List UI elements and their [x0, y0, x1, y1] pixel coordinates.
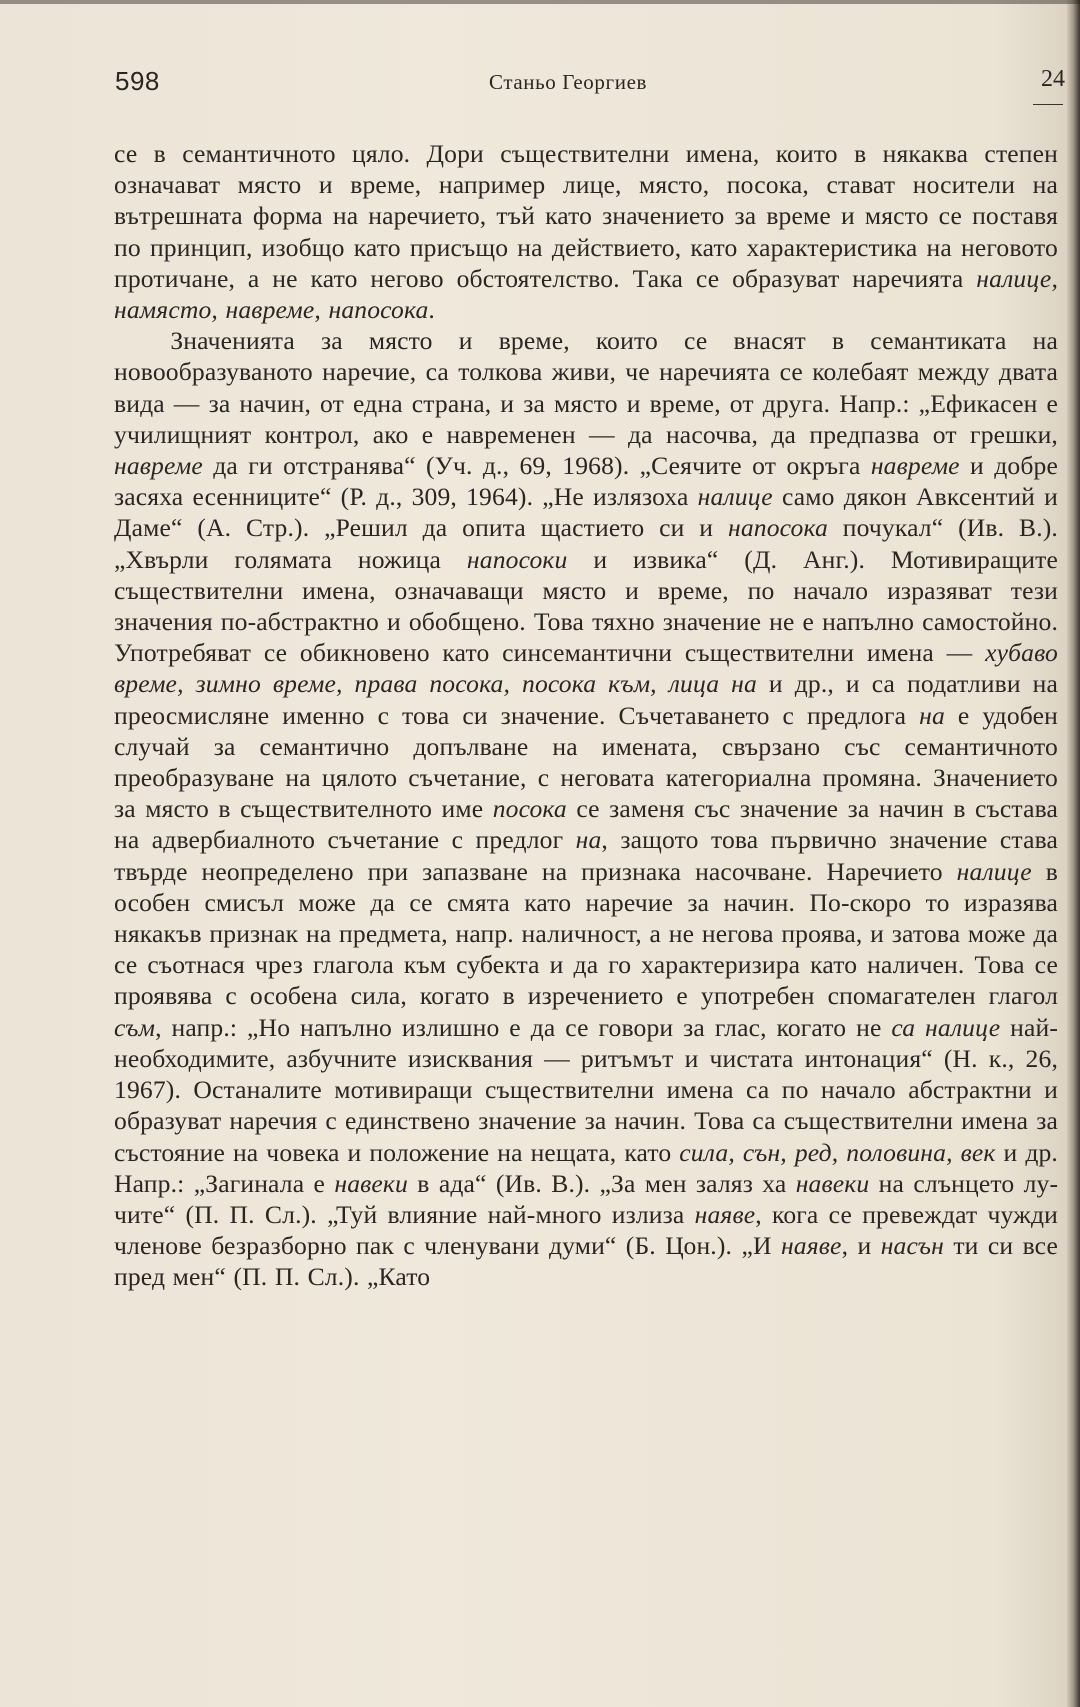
italic-example: навеки: [795, 1168, 870, 1198]
text-run: се заменя със значение за начин в състава на адвербиалното съчетание с предлог: [114, 794, 1058, 855]
text-run: и извика“ (Д. Анг.). Мотивиращите съществителни имена, означаващи място и време, по начало изразяват тези значения по-абстрактно и обобщено. Това тяхно значение не е напълно самостойно. Употребяват се обикновено като синсемантични съществителни имена —: [114, 544, 1058, 668]
page-top-edge: [0, 0, 1080, 4]
text-run: на слънцето лучите“ (П. П. Сл.). „Туй влияние най-много излиза: [114, 1168, 1058, 1229]
text-run: се в семантичното цяло. Дори съществителни имена, които в някаква степен означават място и време, например лице, място, посока, стават носители на вътрешната форма на наречието, тъй като значението за време и място се поставя по принцип, изобщо като присъщо на действието, като характеристика на неговото протичане, а не като негово обстоятелство. Така се образуват наречията: [114, 139, 1058, 293]
italic-example: навреме: [870, 451, 960, 481]
italic-example: напосоки: [466, 544, 568, 574]
text-run: .: [428, 295, 435, 325]
italic-example: хубаво време, зимно време, права посока, посока към, лица на: [114, 638, 1058, 699]
text-run: и добре засяха есенниците“ (Р. д., 309, 1964). „Не излязоха: [114, 451, 1058, 512]
text-run: да ги отстранява“ (Уч. д., 69, 1968). „Сеячите от окръга: [202, 451, 871, 481]
text-run: , защото това първично значение става твърде неопределено при запазване на признака насочване. Наречието: [114, 825, 1058, 886]
italic-example: навреме: [114, 451, 203, 481]
text-run: Значенията за място и време, които се внасят в семантиката на новообразуваното наречие, са толкова живи, че наречията се колебаят между двата вида — за начин, от една страна, и за място и време, от друга. Напр.: „Ефикасен е училищният контрол, ако е навременен — да насочва, да предпазва от грешки,: [114, 326, 1058, 449]
page-header: [115, 62, 1065, 102]
text-run: само дякон Авксентий и Даме“ (А. Стр.). „Решил да опита щастието си и: [114, 482, 1058, 543]
italic-example: навеки: [334, 1168, 408, 1198]
italic-example: сила, сън, ред, половина, век: [679, 1137, 996, 1167]
italic-example: съм: [114, 1012, 156, 1042]
text-run: в особен смисъл може да се смята като наречие за начин. По-скоро то изразява някакъв признак на предмета, напр. наличност, а не негова проява, и затова може да се съотнася чрез глагола към субекта и да го характеризира като наличен. Това се проявява с особена сила, когато в изречението е употребен спомагателен глагол: [114, 856, 1058, 1011]
italic-example: налице: [956, 856, 1032, 886]
page-number: 598: [115, 66, 160, 96]
text-run: ти си все пред мен“ (П. П. Сл.). „Като: [114, 1231, 1058, 1292]
chapter-number: 24: [1041, 66, 1065, 92]
italic-example: напосока: [727, 513, 828, 543]
text-run: , напр.: „Но напълно излишно е да се говори за глас, когато не: [155, 1012, 892, 1042]
italic-example: са налице: [891, 1012, 1001, 1042]
italic-example: посока: [492, 794, 567, 824]
text-run: е удобен случай за семантично допълване на имената, свързано със семантичното преобразуване на цялото съчетание, с неговата категориална промяна. Значението за място в съществителното име: [114, 700, 1058, 824]
text-run: почукал“ (Ив. В.). „Хвърли голямата ножица: [114, 513, 1058, 574]
text-run: и др. Напр.: „Загинала е: [114, 1137, 1058, 1198]
italic-example: на: [575, 825, 602, 855]
text-run: , и: [841, 1231, 881, 1261]
spine-shadow: [1066, 0, 1080, 1707]
body-text: [114, 138, 1058, 1293]
paragraph: [114, 138, 1058, 325]
text-run: и др., и са податливи на преосмисляне именно с това си значение. Съчетаването с предлога: [114, 669, 1058, 730]
text-run: , кога се превеждат чужди членове безразборно пак с членувани думи“ (Б. Цон.). „И: [114, 1199, 1059, 1261]
italic-example: наяве: [780, 1231, 842, 1261]
running-head: Станьо Георгиев: [489, 70, 647, 94]
italic-example: налице: [697, 482, 773, 512]
text-run: в ада“ (Ив. В.). „За мен заляз ха: [407, 1168, 796, 1198]
italic-example: налице, намясто, навреме, напосока: [114, 263, 1058, 325]
text-run: най-необходимите, азбучните изисквания — ритъмът и чистата интонация“ (Н. к., 26, 1967). Останалите мотивиращи съществителни имена са по начало абстрактни и образуват наречия с единствено значение за начин. Това са съществителни имена за състояние на човека и положение на нещата, като: [114, 1012, 1058, 1167]
italic-example: наяве: [694, 1199, 756, 1229]
italic-example: на: [919, 700, 945, 730]
italic-example: насън: [880, 1231, 944, 1261]
paragraph: [114, 325, 1058, 1292]
header-rule: [1033, 104, 1063, 105]
